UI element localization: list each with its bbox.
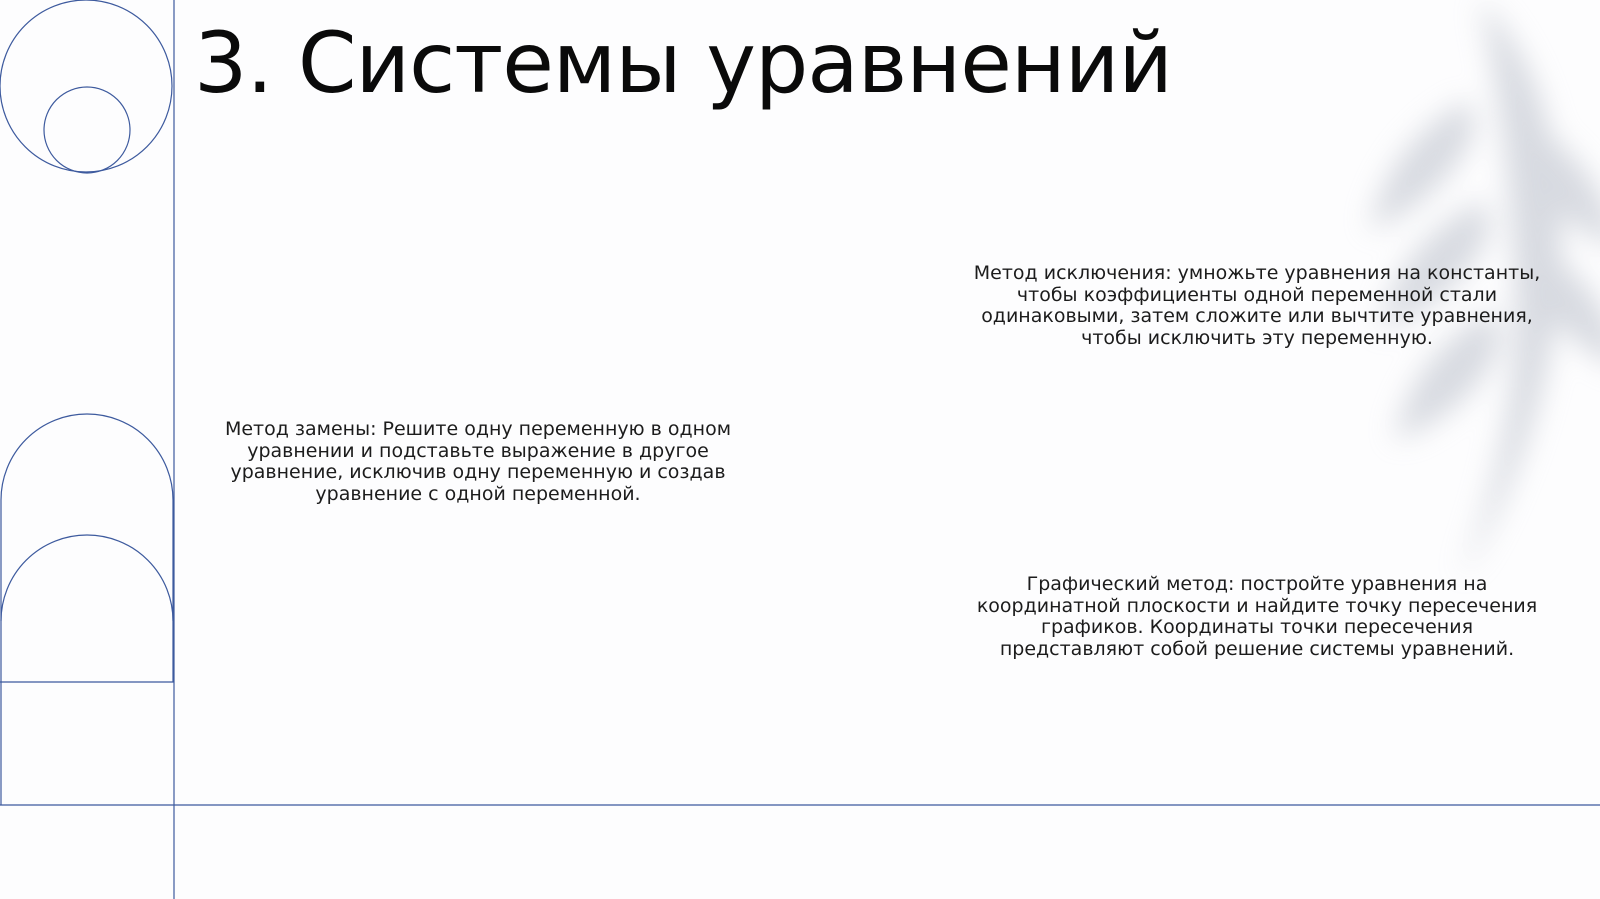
lower-arch bbox=[1, 535, 173, 621]
graphical-method-text: Графический метод: постройте уравнения на координатной плоскости и найдите точку пересечения графиков. Координаты точки пересечения представляют собой решение системы уравнений. bbox=[976, 573, 1538, 660]
upper-arch bbox=[1, 414, 173, 682]
slide-title: 3. Системы уравнений bbox=[194, 14, 1172, 112]
elimination-method-text: Метод исключения: умножьте уравнения на константы, чтобы коэффициенты одной переменной стали одинаковыми, затем сложите или вычтите уравнения, чтобы исключить эту переменную. bbox=[973, 262, 1541, 349]
small-circle bbox=[44, 87, 130, 173]
substitution-method-text: Метод замены: Решите одну переменную в одном уравнении и подставьте выражение в другое уравнение, исключив одну переменную и создав уравнение с одной переменной. bbox=[224, 418, 732, 505]
large-circle bbox=[0, 0, 172, 172]
